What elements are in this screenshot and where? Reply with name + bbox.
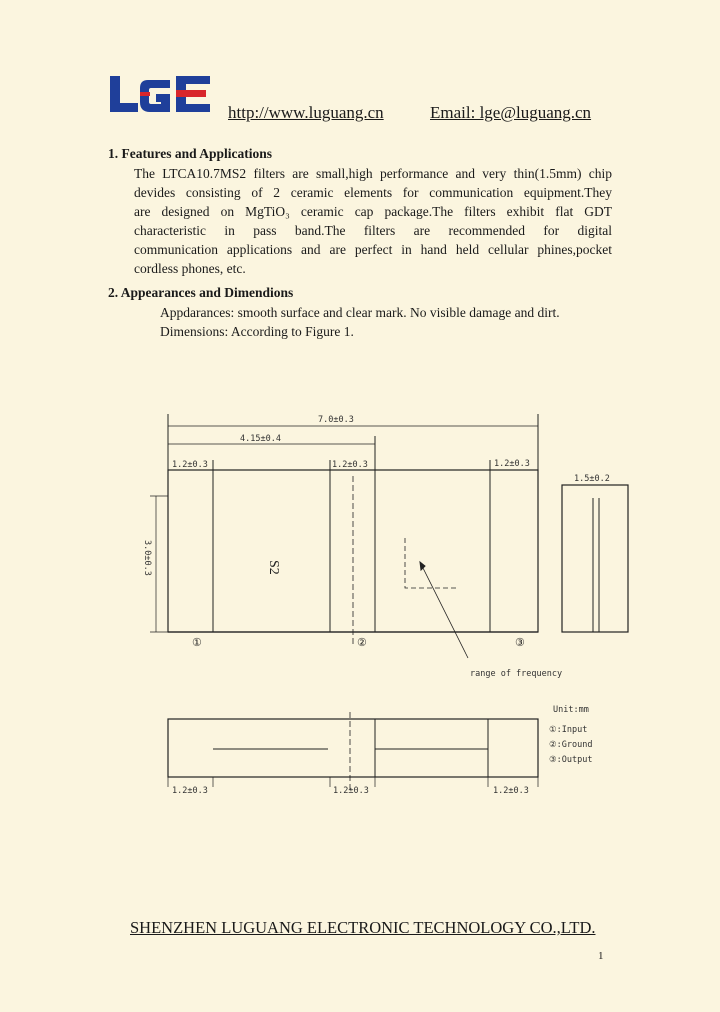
company-footer: SHENZHEN LUGUANG ELECTRONIC TECHNOLOGY CO.,LTD.: [130, 918, 596, 937]
pin1-label: ①: [192, 637, 202, 649]
dim-pad2-label: 1.2±0.3: [332, 460, 368, 470]
page-number: 1: [598, 950, 604, 962]
section1-heading: 1. Features and Applications: [108, 146, 273, 161]
bottom-dim-2: 1.2±0.3: [333, 786, 369, 796]
dim-thickness-label: 1.5±0.2: [574, 474, 610, 484]
bottom-dim-3: 1.2±0.3: [493, 786, 529, 796]
pin2-label: ②: [357, 637, 367, 649]
component-bottom-view: [168, 719, 538, 777]
section1-line: cordless phones, etc.: [134, 261, 246, 276]
section1-line: communication applications and are perfect in hand held cellular phines,pocket: [134, 242, 612, 257]
section1-line: The LTCA10.7MS2 filters are small,high performance and very thin(1.5mm) chip: [134, 166, 612, 181]
component-marking: S2: [266, 560, 281, 575]
section1-line: characteristic in pass band.The filters are recommended for digital: [134, 223, 612, 238]
appearance-text: Appdarances: smooth surface and clear mark. No visible damage and dirt.: [160, 305, 560, 320]
legend-output: ③:Output: [549, 755, 593, 765]
dim-pad3-label: 1.2±0.3: [494, 459, 530, 469]
dim-pad1-label: 1.2±0.3: [172, 460, 208, 470]
dimensions-text: Dimensions: According to Figure 1.: [160, 324, 354, 339]
legend-input: ①:Input: [549, 725, 588, 735]
email-link[interactable]: Email: lge@luguang.cn: [430, 103, 592, 122]
unit-label: Unit:mm: [553, 705, 589, 715]
section2-heading: 2. Appearances and Dimendions: [108, 285, 294, 300]
website-link[interactable]: http://www.luguang.cn: [228, 103, 384, 122]
section1-line: devides consisting of 2 ceramic elements for communication equipment.They: [134, 185, 612, 200]
dim-height-label: 3.0±0.3: [142, 540, 152, 576]
dim-total-label: 7.0±0.3: [318, 415, 354, 425]
legend-ground: ②:Ground: [549, 740, 593, 750]
component-side-view: [562, 485, 628, 632]
section1-line: are designed on MgTiO₃ ceramic cap package.The filters exhibit flat GDT: [134, 204, 612, 219]
bottom-dim-1: 1.2±0.3: [172, 786, 208, 796]
pin3-label: ③: [515, 637, 525, 649]
dim-415-label: 4.15±0.4: [240, 434, 281, 444]
range-of-frequency-label: range of frequency: [470, 669, 563, 679]
logo-text: LGE: [110, 72, 112, 73]
